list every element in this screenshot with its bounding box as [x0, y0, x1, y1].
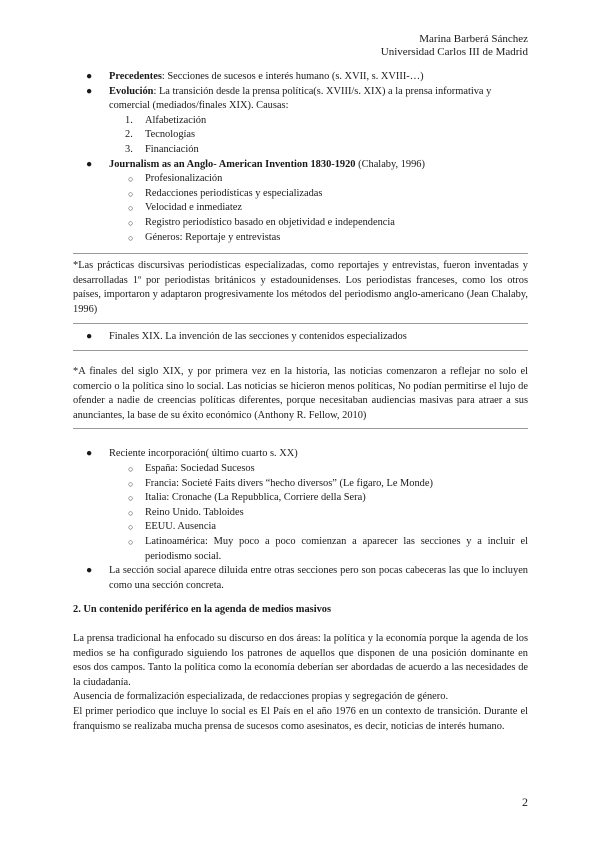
list-item: ○ Francia: Societé Faits divers “hecho diversos” (Le figaro, Le Monde) [73, 477, 528, 492]
precedentes-label: Precedentes [109, 71, 162, 82]
circle-bullet-icon: ○ [128, 232, 134, 243]
paragraph: La prensa tradicional ha enfocado su discurso en dos áreas: la política y la economía porque la agenda de los medios se ha configurado siguiendo los patrones de aquellos que disponen de una posición dominante en esos dos campos. Tanto la política como la economía deberían ser abordadas de acuerdo a las necesidades de la ciudadanía. [73, 633, 528, 688]
list-item: ○ Registro periodístico basado en objetividad e independencia [73, 216, 528, 231]
journalism-label: Journalism as an Anglo- American Invention 1830-1920 [109, 158, 356, 170]
evolucion-text: : La transición desde la prensa política(s. XVIII/s. XIX) a la prensa informativa y comercial (mediados/finales XIX). Causas: [109, 85, 492, 112]
list-item-journalism [73, 158, 528, 173]
list-item-evolucion [73, 85, 528, 114]
circle-bullet-icon: ○ [128, 478, 134, 489]
note-text: *Las prácticas discursivas periodísticas especializadas, como reportajes y entrevistas, fueron inventadas y desarrolladas 1º por periodistas británicos y estadounidenses. Los periodistas franceses, como los otros países, importaron y adaptaron progresivamente los métodos del periodismo anglo-americano (Jean Chalaby, 1996) [73, 260, 528, 315]
circle-bullet-icon: ○ [128, 493, 134, 504]
bullet-list-finales [73, 330, 528, 345]
bullet-list-diluida [73, 564, 528, 593]
journalism-cite: (Chalaby, 1996) [355, 158, 425, 170]
precedentes-text: : Secciones de sucesos e interés humano (s. XVII, s. XVIII-…) [161, 71, 424, 82]
note-text: *A finales del siglo XIX, y por primera vez en la historia, las noticias comenzaron a reflejar no solo el comercio o la política sino lo social. Las noticias se hicieron menos políticas, No podían permitirse el lujo de ofender a nadie de creencias políticas diferentes, porque necesitaban audiencias masivas para atraer a sus anunciantes, la base de su éxito económico (Anthony R. Fellow, 2010) [73, 366, 528, 421]
section-heading [73, 603, 528, 618]
page-content [73, 70, 528, 734]
bullet-icon: ● [86, 330, 93, 342]
bullet-list-journalism [73, 158, 528, 173]
list-item: ○ Italia: Cronache (La Repubblica, Corriere della Sera) [73, 491, 528, 506]
list-item: ○ Reino Unido. Tabloides [73, 506, 528, 521]
journalism-sublist [73, 172, 528, 245]
list-item: ○ Velocidad e inmediatez [73, 201, 528, 216]
list-item-finales [73, 330, 528, 345]
page-number: 2 [522, 795, 528, 809]
list-item: 3. Financiación [125, 143, 199, 155]
reciente-text: Reciente incorporación( último cuarto s. XX) [109, 448, 298, 460]
paragraph: El primer periodico que incluye lo social es El País en el año 1976 en un contexto de transición. Durante el franquismo se realizaba mucha prensa de sucesos como asesinatos, es decir, noticias de interés humano. [73, 705, 528, 732]
list-item: ○ Profesionalización [73, 172, 528, 187]
bullet-list-reciente [73, 447, 528, 462]
page-header [381, 33, 528, 59]
author-name: Marina Barberá Sánchez [419, 33, 528, 45]
list-item: ○ España: Sociedad Sucesos [73, 462, 528, 477]
bullet-icon: ● [86, 85, 93, 97]
list-item-reciente [73, 447, 528, 462]
list-item: 2. Tecnologías [125, 129, 196, 141]
causas-list [73, 114, 528, 158]
list-item: ○ Géneros: Reportaje y entrevistas [73, 231, 528, 246]
circle-bullet-icon: ○ [128, 507, 134, 518]
circle-bullet-icon: ○ [128, 537, 134, 548]
bullet-icon: ● [86, 565, 93, 577]
circle-bullet-icon: ○ [128, 522, 134, 533]
list-item-precedentes [73, 70, 528, 85]
list-item: ○ Redacciones periodísticas y especializadas [73, 187, 528, 202]
heading-text: Un contenido periférico en la agenda de medios masivos [83, 604, 332, 616]
circle-bullet-icon: ○ [128, 188, 134, 199]
circle-bullet-icon: ○ [128, 203, 134, 214]
bullet-list-intro [73, 70, 528, 114]
diluida-text: La sección social aparece diluida entre otras secciones pero son pocas cabeceras las que lo incluyen como una sección concreta. [109, 565, 528, 591]
heading-number: 2. [73, 604, 84, 616]
bullet-icon: ● [86, 158, 93, 170]
list-item: ○ Latinoamérica: Muy poco a poco comienzan a aparecer las secciones y a incluir el periodismo social. [128, 536, 528, 562]
bullet-icon: ● [86, 71, 93, 82]
circle-bullet-icon: ○ [128, 217, 134, 228]
body-paragraphs [73, 632, 528, 734]
circle-bullet-icon: ○ [128, 464, 134, 475]
note-fellow [73, 365, 528, 429]
list-item: ○ EEUU. Ausencia [73, 520, 528, 535]
circle-bullet-icon: ○ [128, 174, 134, 185]
list-item-diluida [73, 564, 528, 593]
paragraph: Ausencia de formalización especializada, de redacciones propias y segregación de género. [73, 691, 449, 703]
list-item: 1. Alfabetización [125, 114, 207, 126]
finales-text: Finales XIX. La invención de las secciones y contenidos especializados [109, 330, 407, 342]
evolucion-label: Evolución [109, 85, 154, 97]
bullet-icon: ● [86, 448, 93, 460]
countries-sublist [73, 462, 528, 564]
note-chalaby [73, 253, 528, 323]
university-name: Universidad Carlos III de Madrid [380, 46, 528, 58]
